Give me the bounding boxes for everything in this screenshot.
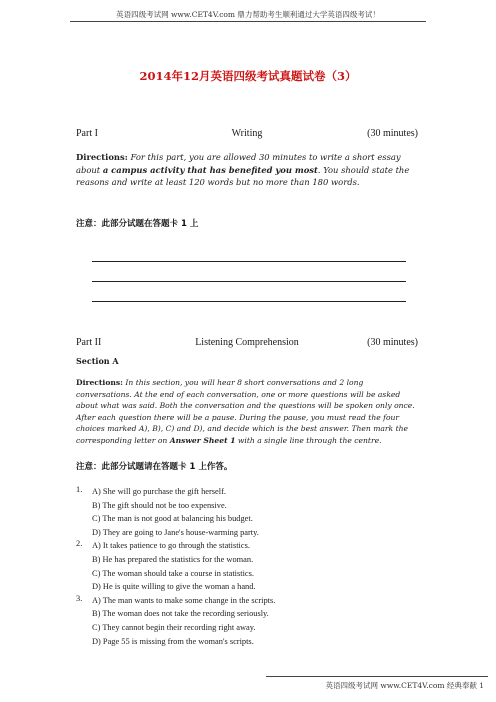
option-d: D) He is quite willing to give the woman a hand. bbox=[92, 582, 256, 592]
question-number: 1. bbox=[76, 485, 83, 494]
section-a-label: Section A bbox=[76, 356, 119, 366]
part2-directions-lead: Directions: bbox=[76, 378, 123, 387]
question-1 bbox=[76, 485, 420, 539]
answer-line bbox=[92, 301, 406, 302]
part2-note: 注意：此部分试题请在答题卡 1 上作答。 bbox=[76, 462, 233, 472]
header-divider bbox=[70, 21, 426, 22]
question-number: 3. bbox=[76, 593, 83, 603]
part2-directions-pre: In this section, you will hear 8 short conversations and 2 long conversations. At the end of each conversation, one or more questions will be asked about what was said. Both the conversation and the questions will be spoken only once. After each question there will be a pause. During the pause, you must read the four choices marked A), B), C) and D), and decide which is the best answer. Then mark the corresponding letter on bbox=[76, 378, 415, 445]
part2-time: (30 minutes) bbox=[367, 337, 418, 348]
part1-note: 注意：此部分试题在答题卡 1 上 bbox=[76, 219, 199, 229]
question-3 bbox=[76, 594, 420, 648]
part1-time: (30 minutes) bbox=[367, 128, 418, 139]
part2-directions bbox=[76, 377, 420, 447]
question-2 bbox=[76, 539, 420, 593]
option-c: C) They cannot begin their recording right away. bbox=[92, 622, 256, 632]
option-d: D) They are going to Jane's house-warming party. bbox=[92, 527, 259, 537]
option-a: A) It takes patience to go through the statistics. bbox=[92, 541, 250, 551]
option-a: A) The man wants to make some change in the scripts. bbox=[92, 595, 276, 605]
part1-label: Part I bbox=[76, 128, 98, 139]
option-d: D) Page 55 is missing from the woman's scripts. bbox=[92, 636, 254, 646]
option-b: B) He has prepared the statistics for the woman. bbox=[92, 554, 254, 564]
answer-line bbox=[92, 281, 406, 282]
part1-name: Writing bbox=[231, 128, 263, 139]
part1-directions bbox=[76, 151, 420, 189]
part1-essay-topic: a campus activity that has benefited you most bbox=[102, 164, 318, 175]
part2-name: Listening Comprehension bbox=[195, 337, 299, 348]
option-c: C) The woman should take a course in statistics. bbox=[92, 568, 254, 578]
document-title: 2014年12月英语四级考试真题试卷（3） bbox=[139, 69, 357, 83]
page-header: 英语四级考试网 www.CET4V.com 鼎力帮助考生顺利通过大学英语四级考试！ bbox=[116, 10, 380, 19]
option-c: C) The man is not good at balancing his budget. bbox=[92, 514, 253, 524]
part1-directions-post: . You should state the reasons and write at least 120 words but no more than 180 words. bbox=[76, 164, 410, 188]
answer-sheet-ref: Answer Sheet 1 bbox=[169, 435, 236, 445]
option-a: A) She will go purchase the gift herself. bbox=[92, 487, 226, 496]
part1-directions-pre: For this part, you are allowed 30 minutes to write a short essay about bbox=[76, 152, 401, 175]
question-number: 2. bbox=[76, 539, 83, 549]
question-list bbox=[76, 485, 420, 648]
footer-divider bbox=[266, 676, 488, 677]
page-footer: 英语四级考试网 www.CET4V.com 经典奉献 1 bbox=[325, 681, 484, 690]
option-b: B) The woman does not take the recording seriously. bbox=[92, 609, 269, 619]
part1-directions-lead: Directions: bbox=[76, 152, 128, 162]
part2-label: Part II bbox=[76, 337, 102, 348]
part2-directions-post: with a single line through the centre. bbox=[235, 435, 382, 445]
option-b: B) The gift should not be too expensive. bbox=[92, 500, 227, 510]
answer-line bbox=[92, 261, 406, 262]
